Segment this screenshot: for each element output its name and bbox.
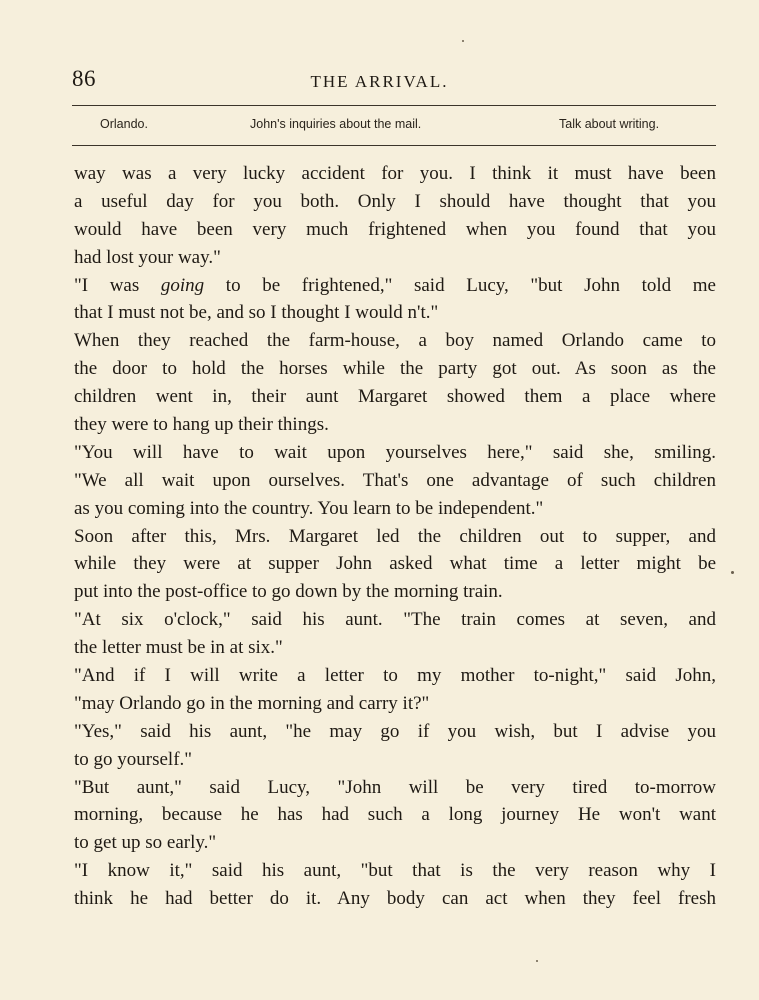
header-rule-bottom: [72, 145, 716, 146]
text-line: the door to hold the horses while the party got out. As soon as the: [74, 358, 716, 380]
text-line: "We all wait upon ourselves. That's one advantage of such children: [74, 469, 716, 491]
text-line: "You will have to wait upon yourselves here," said she, smiling.: [74, 441, 716, 463]
emphasis-going: going: [160, 274, 205, 296]
text-line: morning, because he has had such a long journey He won't want: [74, 804, 716, 826]
text-line: "And if I will write a letter to my mother to-night," said John,: [74, 665, 716, 687]
text-line: When they reached the farm-house, a boy named Orlando came to: [74, 330, 716, 352]
page-number: 86: [72, 66, 96, 91]
text-line: think he had better do it. Any body can act when they feel fresh: [74, 888, 716, 910]
paper-speck: [731, 571, 734, 574]
topic-heading-orlando: Orlando.: [100, 117, 148, 131]
text-line: would have been very much frightened when you found that you: [74, 218, 716, 240]
text-line: "Yes," said his aunt, "he may go if you wish, but I advise you: [74, 720, 716, 742]
text-line: that I must not be, and so I thought I would n't.": [74, 302, 439, 324]
body-text: [74, 160, 716, 913]
text-line: "But aunt," said Lucy, "John will be very tired to-morrow: [74, 776, 716, 798]
text-line: "I know it," said his aunt, "but that is the very reason why I: [74, 860, 716, 882]
text-line: to go yourself.": [74, 748, 193, 770]
text-line: the letter must be in at six.": [74, 637, 283, 659]
topic-heading-writing: Talk about writing.: [559, 117, 660, 131]
text-line: had lost your way.": [74, 246, 221, 268]
text-line: Soon after this, Mrs. Margaret led the children out to supper, and: [74, 525, 716, 547]
text-line: "I was going to be frightened," said Lucy, "but John told me: [74, 274, 716, 296]
text-line: way was a very lucky accident for you. I think it must have been: [74, 163, 716, 184]
running-title: THE ARRIVAL.: [310, 72, 449, 91]
text-line: children went in, their aunt Margaret showed them a place where: [74, 386, 716, 408]
text-line: "may Orlando go in the morning and carry it?": [74, 692, 430, 714]
text-line: they were to hang up their things.: [74, 414, 329, 436]
text-line: while they were at supper John asked what time a letter might be: [74, 553, 716, 575]
paper-speck: [462, 40, 464, 42]
text-line: "At six o'clock," said his aunt. "The train comes at seven, and: [74, 609, 716, 631]
header-rule-top: [72, 105, 716, 106]
text-line: put into the post-office to go down by the morning train.: [74, 581, 503, 603]
text-line: a useful day for you both. Only I should have thought that you: [74, 190, 716, 212]
text-line: as you coming into the country. You learn to be independent.": [74, 497, 544, 519]
topic-heading-mail-inquiries: John's inquiries about the mail.: [250, 117, 422, 131]
paper-speck: [536, 960, 538, 962]
text-line: to get up so early.": [74, 832, 217, 854]
